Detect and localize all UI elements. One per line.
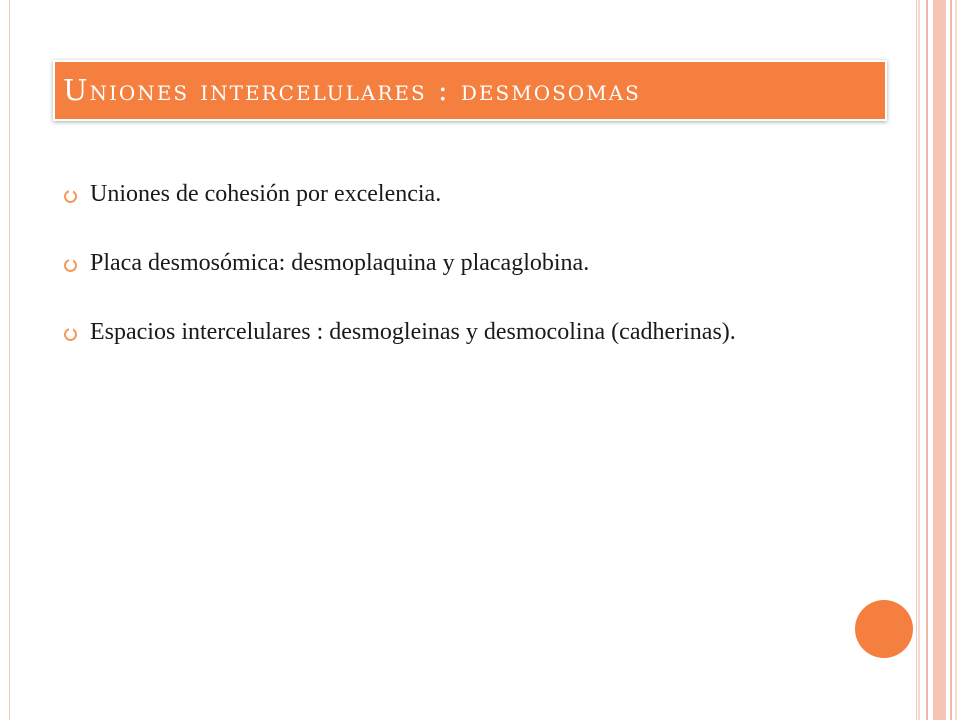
edge-stripe (926, 0, 928, 720)
edge-stripe (933, 0, 946, 720)
edge-stripes (918, 0, 960, 720)
bullet-text: Placa desmosómica: desmoplaquina y placaglobina. (90, 250, 590, 276)
slide-title: Uniones intercelulares : desmosomas (63, 73, 641, 107)
orange-circle-icon (855, 600, 913, 658)
edge-stripe (955, 0, 957, 720)
edge-stripe (950, 0, 952, 720)
ring-bullet-icon (64, 328, 77, 341)
ring-bullet-icon (64, 190, 77, 203)
title-bar (53, 60, 887, 121)
bullet-item (64, 247, 764, 280)
bullet-list (64, 178, 764, 385)
ring-bullet-icon (64, 259, 77, 272)
bullet-item (64, 178, 764, 211)
bullet-text: Uniones de cohesión por excelencia. (90, 181, 442, 207)
bullet-item (64, 316, 764, 349)
bullet-text: Espacios intercelulares : desmogleinas y desmocolina (cadherinas). (90, 319, 736, 345)
edge-stripe (918, 0, 920, 720)
